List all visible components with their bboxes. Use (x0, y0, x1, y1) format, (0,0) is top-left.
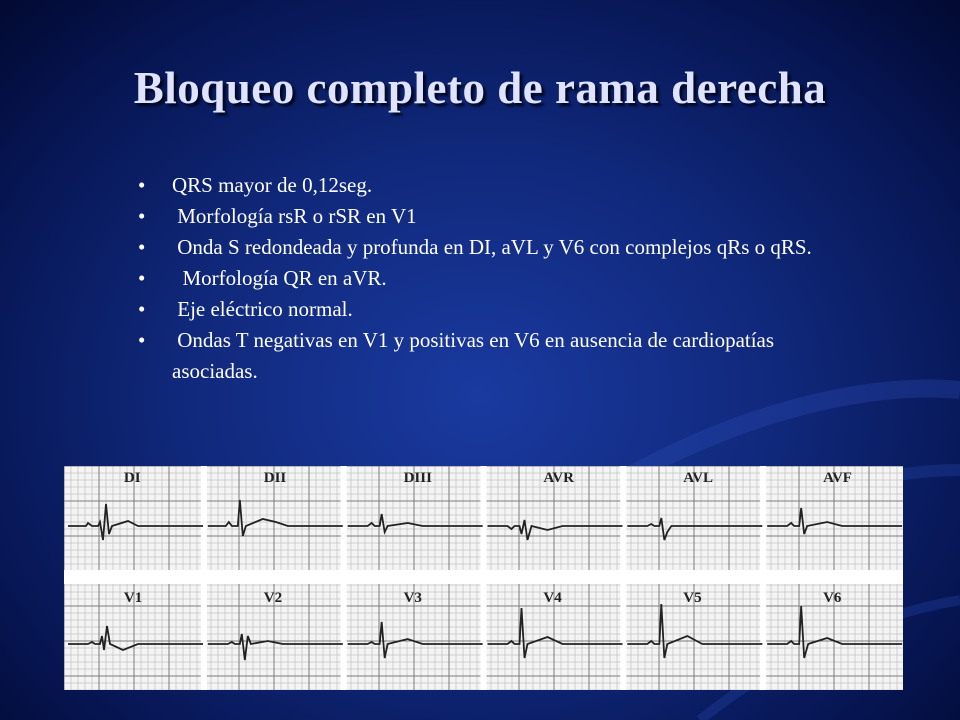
bullet-item (138, 325, 838, 387)
bullet-text: Morfología rsR o rSR en V1 (172, 204, 417, 228)
ecg-lead-label: V3 (403, 590, 422, 606)
ecg-grid (64, 466, 903, 690)
bullet-item (138, 170, 838, 201)
bullet-list (138, 170, 838, 387)
ecg-lead-label: V6 (823, 590, 842, 606)
ecg-lead-label: AVR (543, 470, 574, 486)
ecg-lead-label: AVF (823, 470, 852, 486)
ecg-lead-label: DI (123, 470, 141, 486)
bullet-dot: • (138, 204, 146, 228)
bullet-item (138, 201, 838, 232)
bullet-dot: • (138, 235, 146, 259)
ecg-lead-label: V2 (263, 590, 283, 606)
ecg-lead-label: V1 (123, 590, 143, 606)
bullet-text: Morfología QR en aVR. (172, 266, 387, 290)
ecg-lead-label: DIII (403, 470, 432, 486)
ecg-lead-label: V4 (543, 590, 562, 606)
bullet-item (138, 232, 838, 263)
ecg-lead-label: DII (263, 470, 287, 486)
slide-title: Bloqueo completo de rama derecha (133, 63, 827, 113)
bullet-text: QRS mayor de 0,12seg. (172, 173, 373, 197)
bullet-text: Eje eléctrico normal. (172, 297, 353, 321)
bullet-dot: • (138, 297, 146, 321)
bullet-dot: • (138, 173, 146, 197)
ecg-strip-image (64, 466, 903, 690)
ecg-lead-label: V5 (683, 590, 702, 606)
bullet-item (138, 294, 838, 325)
bullet-item (138, 263, 838, 294)
bullet-text: Onda S redondeada y profunda en DI, aVL y V6 con complejos qRs o qRS. (172, 235, 812, 259)
bullet-dot: • (138, 266, 146, 290)
bullet-dot: • (138, 328, 146, 352)
ecg-lead-label: AVL (683, 470, 713, 486)
bullet-text: Ondas T negativas en V1 y positivas en V6 en ausencia de cardiopatías asociadas. (172, 328, 780, 383)
